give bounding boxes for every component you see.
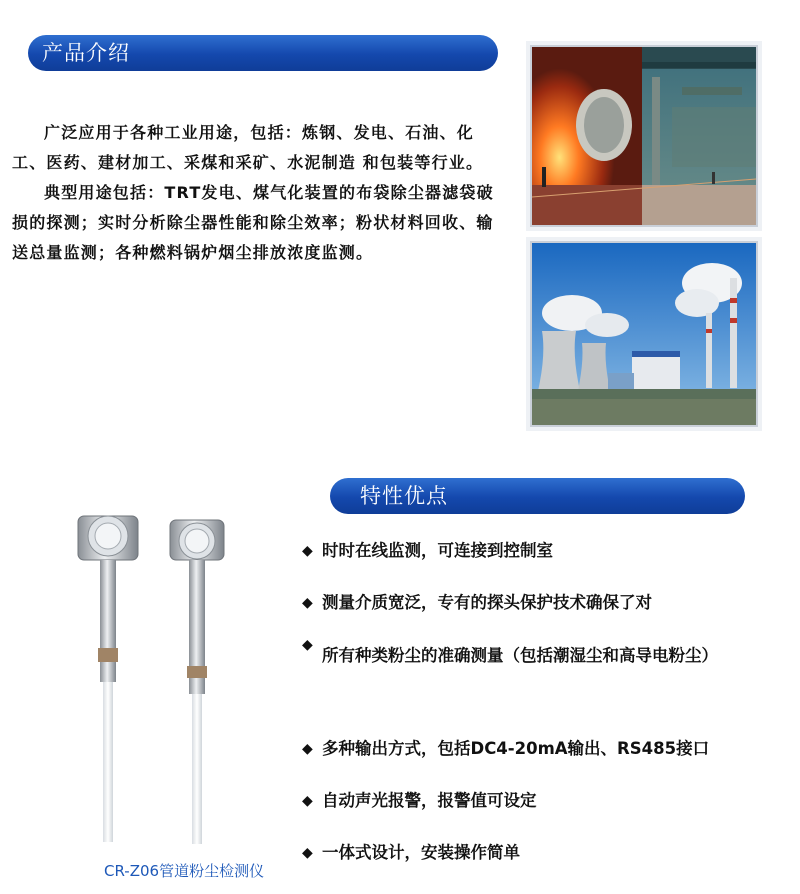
features-list <box>302 536 792 890</box>
feature-item: ◆ 时时在线监测，可连接到控制室 <box>302 536 792 588</box>
feature-item: ◆ 一体式设计，安装操作简单 <box>302 838 792 890</box>
feature-item: ◆ 所有种类粉尘的准确测量（包括潮湿尘和高导电粉尘） <box>302 630 792 734</box>
intro-text <box>12 118 507 268</box>
product-caption: CR-Z06管道粉尘检测仪 <box>104 862 265 880</box>
intro-section-banner <box>28 35 498 71</box>
intro-paragraph-2: 典型用途包括：TRT发电、煤气化装置的布袋除尘器滤袋破损的探测；实时分析除尘器性能和除尘效率；粉状材料回收、输送总量监测；各种燃料锅炉烟尘排放浓度监测。 <box>12 183 494 262</box>
intro-section-title: 产品介绍 <box>42 41 130 65</box>
features-section-title: 特性优点 <box>360 484 448 508</box>
dust-monitor-device-illustration <box>72 508 232 848</box>
power-plant-photo <box>530 241 758 427</box>
features-section-banner <box>330 478 745 514</box>
intro-paragraph-1: 广泛应用于各种工业用途，包括：炼钢、发电、石油、化工、医药、建材加工、采煤和采矿、水泥制造 和包装等行业。 <box>12 123 484 172</box>
feature-item: ◆ 多种输出方式，包括DC4-20mA输出、RS485接口 <box>302 734 792 786</box>
feature-item: ◆ 自动声光报警，报警值可设定 <box>302 786 792 838</box>
steel-plant-photo <box>530 45 758 227</box>
feature-item: ◆ 测量介质宽泛，专有的探头保护技术确保了对 <box>302 588 792 640</box>
